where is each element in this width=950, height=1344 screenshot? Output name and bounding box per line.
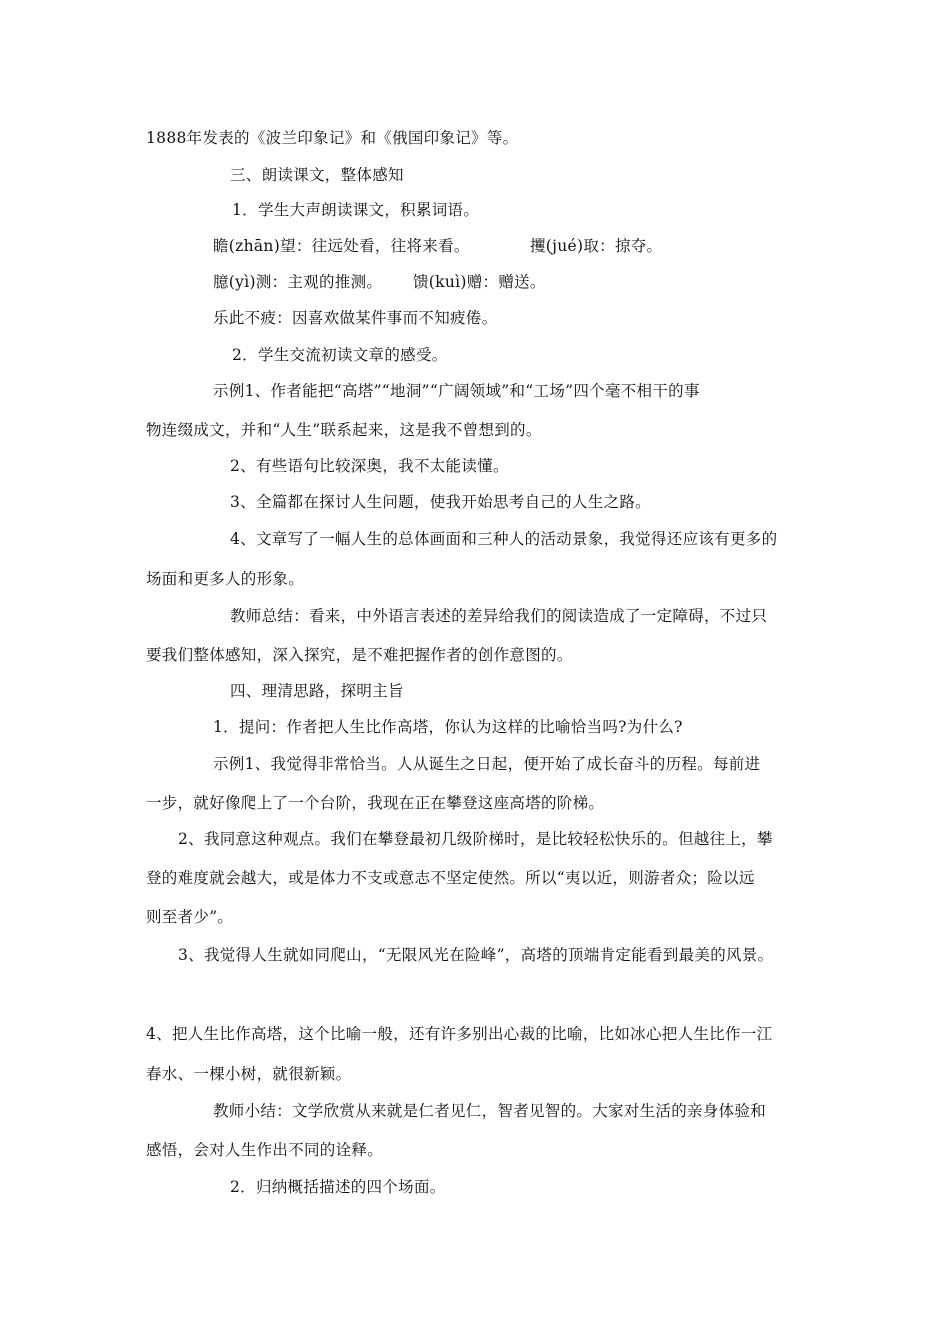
text-line: 春水、一棵小树，就很新颖。 — [146, 1065, 352, 1083]
text-line: 物连缀成文，并和“人生”联系起来，这是我不曾想到的。 — [146, 421, 542, 439]
text-line: 登的难度就会越大，或是体力不支或意志不坚定使然。所以“夷以近，则游者众；险以远 — [146, 869, 755, 887]
text-line: 1888年发表的《波兰印象记》和《俄国印象记》等。 — [146, 129, 519, 147]
text-line: 2．归纳概括描述的四个场面。 — [230, 1178, 446, 1196]
text-line: 2、有些语句比较深奥，我不太能读懂。 — [230, 457, 509, 475]
text-line: 教师总结：看来，中外语言表述的差异给我们的阅读造成了一定障碍，不过只 — [230, 607, 768, 625]
text-line: 则至者少”。 — [146, 908, 234, 926]
section-heading: 三、朗读课文，整体感知 — [230, 166, 404, 184]
text-line: 2、我同意这种观点。我们在攀登最初几级阶梯时，是比较轻松快乐的。但越往上，攀 — [178, 830, 773, 848]
text-line: 1．提问：作者把人生比作高塔，你认为这样的比喻恰当吗?为什么? — [213, 718, 683, 736]
text-line: 示例1、作者能把“高塔”“地洞”“广阔领域”和“工场”四个毫不相干的事 — [213, 382, 700, 400]
text-line: 场面和更多人的形象。 — [146, 570, 305, 588]
text-line: 1．学生大声朗读课文，积累词语。 — [232, 201, 480, 219]
text-line: 4、把人生比作高塔，这个比喻一般，还有许多别出心裁的比喻，比如冰心把人生比作一江 — [146, 1025, 773, 1043]
vocab-item: 瞻(zhān)望：往远处看，往将来看。 — [213, 237, 470, 255]
section-heading: 四、理清思路，探明主旨 — [230, 682, 404, 700]
text-line: 示例1、我觉得非常恰当。人从诞生之日起，便开始了成长奋斗的历程。每前进 — [213, 755, 761, 773]
vocab-item: 乐此不疲：因喜欢做某件事而不知疲倦。 — [213, 309, 498, 327]
text-line: 3、全篇都在探讨人生问题，使我开始思考自己的人生之路。 — [230, 493, 651, 511]
text-line: 4、文章写了一幅人生的总体画面和三种人的活动景象，我觉得还应该有更多的 — [230, 530, 778, 548]
text-line: 感悟，会对人生作出不同的诠释。 — [146, 1141, 384, 1159]
text-line: 2．学生交流初读文章的感受。 — [232, 346, 448, 364]
text-line: 要我们整体感知，深入探究，是不难把握作者的创作意图的。 — [146, 646, 573, 664]
vocab-item: 臆(yì)测：主观的推测。 — [213, 273, 383, 291]
text-line: 3、我觉得人生就如同爬山，“无限风光在险峰”，高塔的顶端肯定能看到最美的风景。 — [178, 946, 774, 964]
text-line: 一步，就好像爬上了一个台阶，我现在正在攀登这座高塔的阶梯。 — [146, 794, 605, 812]
vocab-item: 攫(jué)取：掠夺。 — [530, 237, 663, 255]
text-line: 教师小结：文学欣赏从来就是仁者见仁，智者见智的。大家对生活的亲身体验和 — [213, 1102, 767, 1120]
vocab-item: 馈(kuì)赠：赠送。 — [413, 273, 546, 291]
